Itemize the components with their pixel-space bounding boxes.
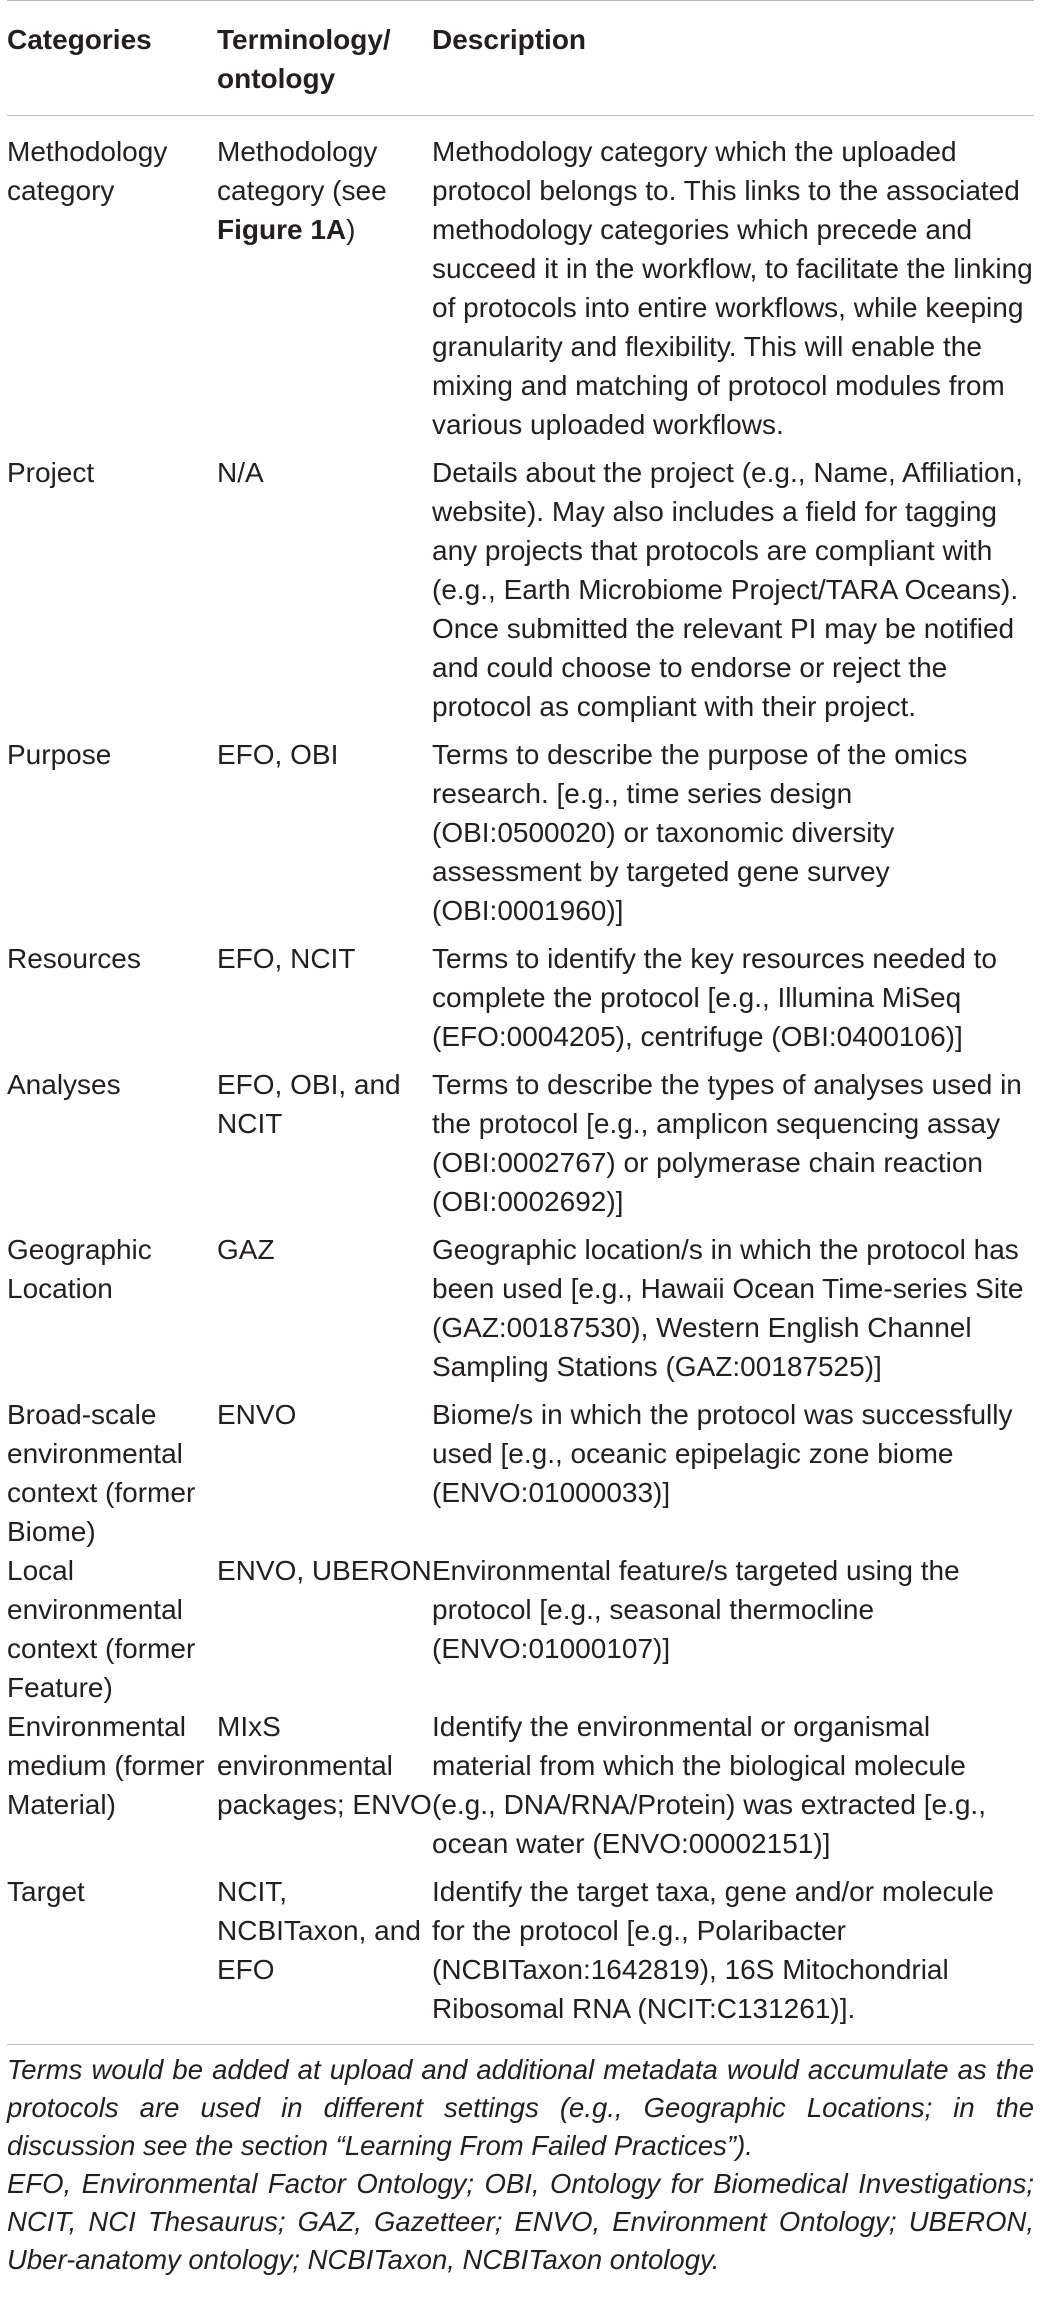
row-description: Identify the environmental or organismal material from which the biological molecule (e.g., DNA/RNA/Protein) was extracted [e.g., ocean water (ENVO:00002151)] (432, 1711, 986, 1859)
row-category: Local environmental context (former Feature) (7, 1555, 196, 1703)
row-terminology-text: Methodology category (see (217, 136, 387, 206)
footnote-paragraph: Terms would be added at upload and additional metadata would accumulate as the protocols are used in different settings (e.g., Geographic Locations; in the discussion see the section “Learning From Failed Practices”). (7, 2054, 1034, 2161)
row-terminology: NCIT, NCBITaxon, and EFO (217, 1876, 421, 1985)
header-description: Description (432, 24, 587, 55)
row-description: Details about the project (e.g., Name, Affiliation, website). May also includes a field for tagging any projects that protocols are compliant with (e.g., Earth Microbiome Project/TARA Oceans). Once submitted the relevant PI may be notified and could choose to endorse or reject the protocol as compliant with their project. (432, 457, 1023, 722)
table-body (7, 116, 1034, 2045)
header-terminology-text: Terminology/ ontology (217, 24, 391, 94)
row-category: Methodology category (7, 136, 168, 206)
row-category: Geographic Location (7, 1234, 152, 1304)
ontology-table (7, 0, 1034, 2045)
header-terminology (217, 1, 432, 116)
row-terminology: ENVO, UBERON (217, 1555, 432, 1586)
row-category: Target (7, 1876, 85, 1907)
footnote-abbreviations: EFO, Environmental Factor Ontology; OBI, Ontology for Biomedical Investigations; NCIT, NCI Thesaurus; GAZ, Gazetteer; ENVO, Environment Ontology; UBERON, Uber-anatomy ontology; NCBITaxon, NCBITaxon ontology. (7, 2168, 1034, 2275)
table-row (7, 1395, 1034, 1551)
table-row (7, 735, 1034, 939)
row-terminology: EFO, NCIT (217, 943, 356, 974)
table-row (7, 1707, 1034, 1872)
header-row (7, 1, 1034, 116)
row-terminology: MIxS environmental packages; ENVO (217, 1711, 432, 1820)
row-category: Purpose (7, 739, 112, 770)
table-header (7, 1, 1034, 116)
row-terminology-close: ) (346, 214, 356, 245)
table-footnote (7, 2045, 1034, 2279)
row-description: Biome/s in which the protocol was successfully used [e.g., oceanic epipelagic zone biome (ENVO:01000033)] (432, 1399, 1013, 1508)
table-row (7, 1065, 1034, 1230)
figure-reference-link[interactable]: Figure 1A (217, 214, 347, 245)
row-description: Terms to describe the types of analyses used in the protocol [e.g., amplicon sequencing assay (OBI:0002767) or polymerase chain reaction (OBI:0002692)] (432, 1069, 1022, 1217)
row-terminology: GAZ (217, 1234, 275, 1265)
table-row (7, 116, 1034, 454)
table-row (7, 939, 1034, 1065)
row-description: Identify the target taxa, gene and/or molecule for the protocol [e.g., Polaribacter (NCBITaxon:1642819), 16S Mitochondrial Ribosomal RNA (NCIT:C131261)]. (432, 1876, 994, 2024)
table-row (7, 1230, 1034, 1395)
table-row (7, 1551, 1034, 1707)
row-category: Resources (7, 943, 141, 974)
row-description: Terms to identify the key resources needed to complete the protocol [e.g., Illumina MiSeq (EFO:0004205), centrifuge (OBI:0400106)] (432, 943, 997, 1052)
row-terminology: EFO, OBI (217, 739, 339, 770)
row-terminology: N/A (217, 457, 264, 488)
header-categories: Categories (7, 24, 152, 55)
table-row (7, 453, 1034, 735)
table-row (7, 1872, 1034, 2045)
row-description: Terms to describe the purpose of the omics research. [e.g., time series design (OBI:0500020) or taxonomic diversity assessment by targeted gene survey (OBI:0001960)] (432, 739, 968, 926)
row-terminology: EFO, OBI, and NCIT (217, 1069, 401, 1139)
row-terminology (217, 116, 432, 454)
row-category: Environmental medium (former Material) (7, 1711, 205, 1820)
row-description: Environmental feature/s targeted using the protocol [e.g., seasonal thermocline (ENVO:01000107)] (432, 1555, 960, 1664)
row-description: Geographic location/s in which the protocol has been used [e.g., Hawaii Ocean Time-series Site (GAZ:00187530), Western English Channel Sampling Stations (GAZ:00187525)] (432, 1234, 1024, 1382)
row-category: Project (7, 457, 95, 488)
row-category: Broad-scale environmental context (former Biome) (7, 1399, 196, 1547)
row-description: Methodology category which the uploaded protocol belongs to. This links to the associated methodology categories which precede and succeed it in the workflow, to facilitate the linking of protocols into entire workflows, while keeping granularity and flexibility. This will enable the mixing and matching of protocol modules from various uploaded workflows. (432, 136, 1033, 440)
row-terminology: ENVO (217, 1399, 297, 1430)
row-category: Analyses (7, 1069, 121, 1100)
